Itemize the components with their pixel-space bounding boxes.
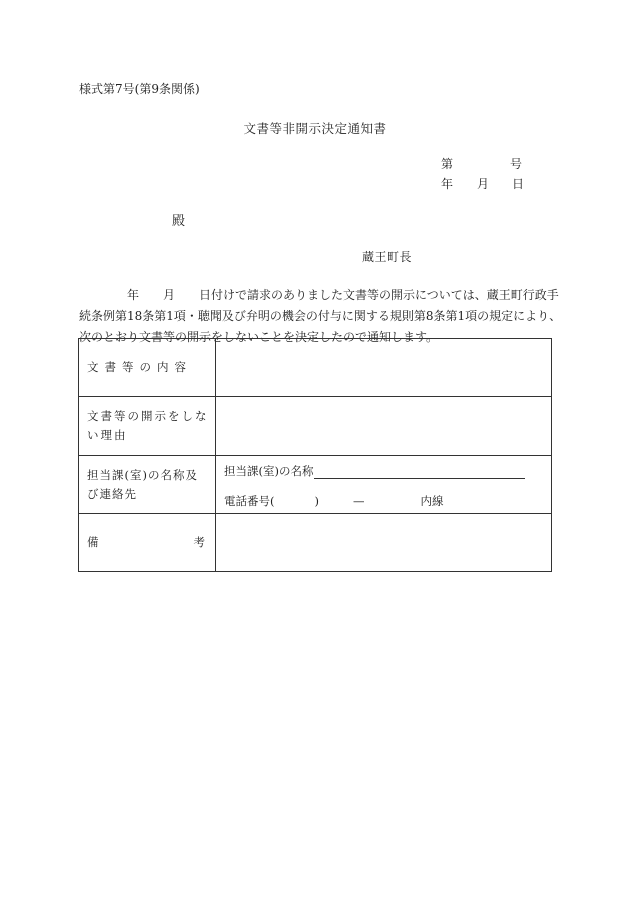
row-remarks — [79, 514, 552, 572]
value-document-content[interactable] — [216, 339, 552, 397]
remarks-char-1: 備 — [87, 535, 99, 549]
label-remarks — [79, 514, 216, 572]
department-name-label: 担当課(室)の名称 — [224, 463, 314, 478]
body-line-1-text: 日付けで請求のありました文書等の開示については、蔵王町行政手 — [199, 288, 559, 302]
sender-name: 蔵王町長 — [362, 250, 413, 264]
date-year-label: 年 — [441, 177, 454, 191]
remarks-char-2: 考 — [193, 535, 205, 549]
row-department-contact — [79, 456, 552, 514]
recipient-honorific: 殿 — [172, 214, 186, 229]
phone-line — [224, 493, 543, 509]
phone-label: 電話番号( — [224, 493, 275, 508]
date-month-label: 月 — [477, 177, 490, 191]
label-department-contact: 担当課(室)の名称及び連絡先 — [79, 456, 216, 514]
document-title: 文書等非開示決定通知書 — [243, 121, 387, 136]
label-nondisclosure-reason: 文書等の開示をしない理由 — [79, 397, 216, 456]
value-department-contact[interactable] — [216, 456, 552, 514]
department-name-underline[interactable] — [314, 465, 525, 479]
body-year: 年 — [127, 288, 140, 302]
ref-dai: 第 — [441, 157, 454, 171]
department-name-line — [224, 463, 543, 479]
body-month: 月 — [163, 288, 176, 302]
extension-label: 内線 — [420, 493, 444, 508]
value-remarks[interactable] — [216, 514, 552, 572]
body-line-2: 続条例第18条第1項・聴聞及び弁明の機会の付与に関する規則第8条第1項の規定により、 — [79, 309, 562, 323]
form-number: 様式第7号(第9条関係) — [79, 82, 200, 96]
label-document-content: 文書等の内容 — [79, 339, 216, 397]
phone-dash: — — [353, 493, 365, 508]
phone-close-paren: ) — [314, 493, 319, 508]
row-document-content — [79, 339, 552, 397]
decision-table — [78, 338, 552, 572]
date-day-label: 日 — [512, 177, 525, 191]
row-nondisclosure-reason — [79, 397, 552, 456]
body-line-1 — [79, 285, 559, 306]
value-nondisclosure-reason[interactable] — [216, 397, 552, 456]
body-line-3: 次のとおり文書等の開示をしないことを決定したので通知します。 — [79, 330, 439, 344]
ref-go: 号 — [510, 157, 523, 171]
